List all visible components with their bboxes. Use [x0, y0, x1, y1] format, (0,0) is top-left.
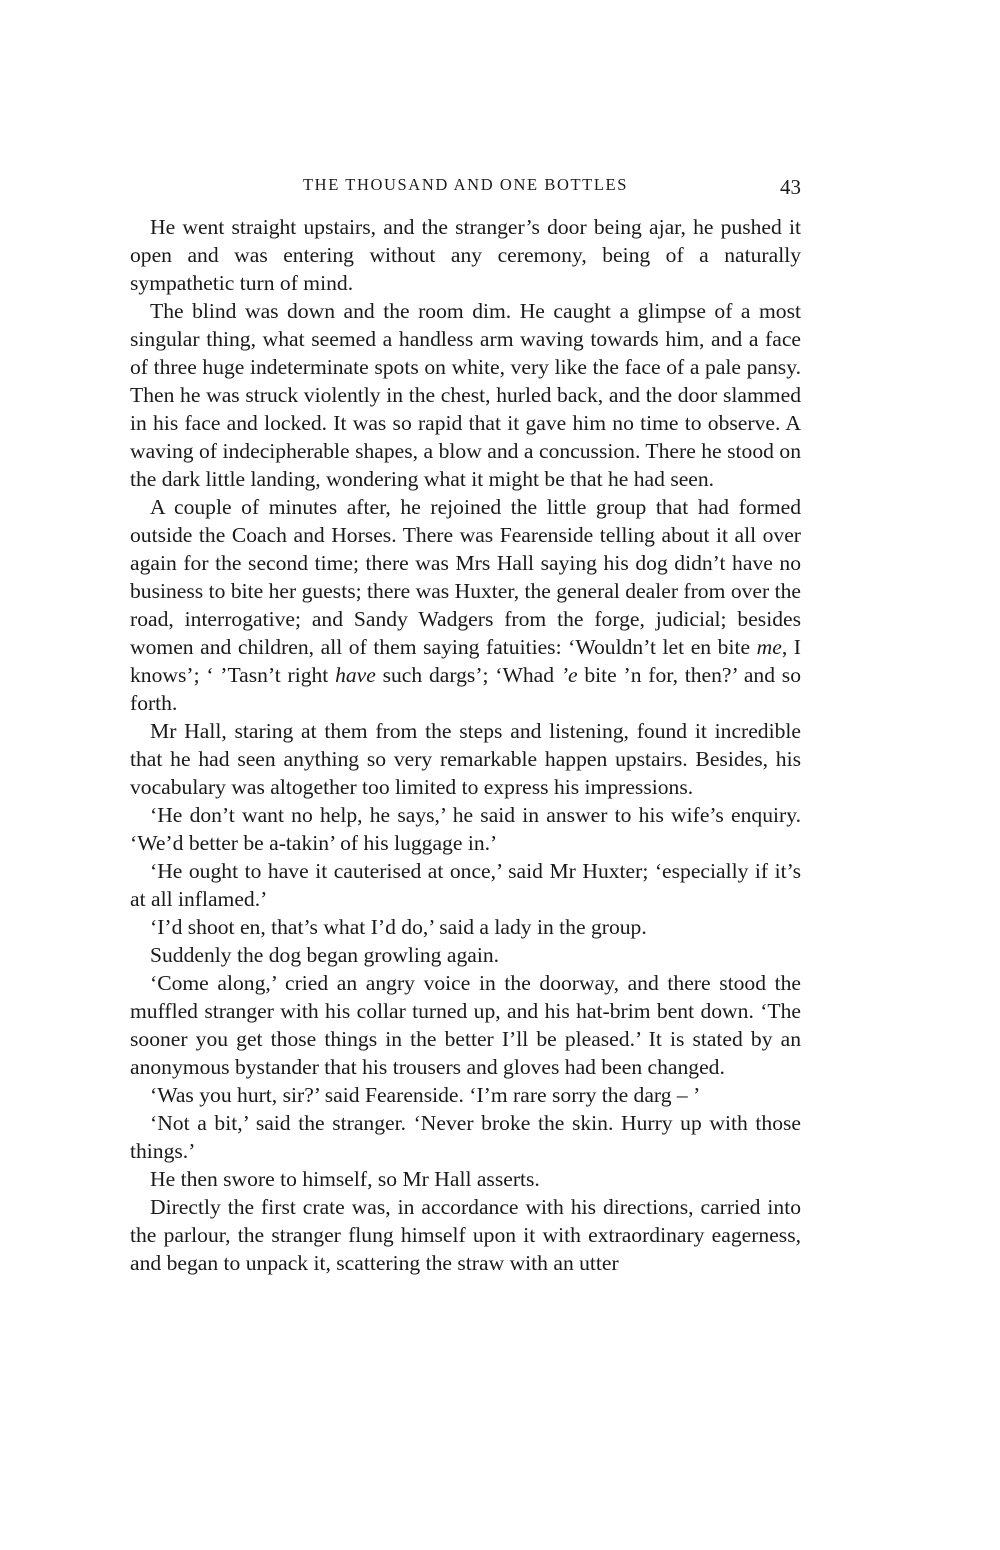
paragraph — [130, 801, 801, 857]
paragraph — [130, 297, 801, 493]
running-title: THE THOUSAND AND ONE BOTTLES — [303, 175, 628, 194]
italic-text: have — [335, 663, 376, 687]
paragraph — [130, 1081, 801, 1109]
page-number: 43 — [780, 175, 801, 199]
paragraph — [130, 213, 801, 297]
paragraph — [130, 717, 801, 801]
text-run: Suddenly the dog began growling again. — [150, 943, 500, 967]
text-run: ‘Was you hurt, sir?’ said Fearenside. ‘I’m rare sorry the darg – ’ — [150, 1083, 701, 1107]
text-run: He went straight upstairs, and the stranger’s door being ajar, he pushed it open and was entering without any ceremony, being of a naturally sympathetic turn of mind. — [130, 215, 801, 295]
paragraph — [130, 493, 801, 717]
italic-text: ’e — [560, 663, 578, 687]
paragraph — [130, 1165, 801, 1193]
paragraph — [130, 857, 801, 913]
paragraph — [130, 1109, 801, 1165]
text-run: Mr Hall, staring at them from the steps and listening, found it incredible that he had seen anything so very remarkable happen upstairs. Besides, his vocabulary was altogether too limited to express his impressions. — [130, 719, 801, 799]
running-head — [130, 175, 801, 201]
text-run: ‘I’d shoot en, that’s what I’d do,’ said a lady in the group. — [150, 915, 647, 939]
text-run: , I knows’; ‘ ’Tasn’t right — [130, 635, 801, 687]
text-run: A couple of minutes after, he rejoined the little group that had formed outside the Coach and Horses. There was Fearenside telling about it all over again for the second time; there was Mrs Hall saying his dog didn’t have no business to bite her guests; there was Huxter, the general dealer from over the road, interrogative; and Sandy Wadgers from the forge, judicial; besides women and children, all of them saying fatuities: ‘Wouldn’t let en bite — [130, 495, 801, 659]
text-run: ‘Not a bit,’ said the stranger. ‘Never broke the skin. Hurry up with those things.’ — [130, 1111, 801, 1163]
text-run: bite ’n for, then?’ and so forth. — [130, 663, 801, 715]
text-run: ‘He ought to have it cauterised at once,’ said Mr Huxter; ‘especially if it’s at all inflamed.’ — [130, 859, 801, 911]
text-run: He then swore to himself, so Mr Hall asserts. — [150, 1167, 540, 1191]
paragraph — [130, 969, 801, 1081]
text-run: Directly the first crate was, in accordance with his directions, carried into the parlour, the stranger flung himself upon it with extraordinary eagerness, and began to unpack it, scattering the straw with an utter — [130, 1195, 801, 1275]
italic-text: me — [756, 635, 782, 659]
paragraph — [130, 1193, 801, 1277]
body-text — [130, 213, 801, 1277]
paragraph — [130, 941, 801, 969]
text-run: ‘Come along,’ cried an angry voice in the doorway, and there stood the muffled stranger with his collar turned up, and his hat-brim bent down. ‘The sooner you get those things in the better I’ll be pleased.’ It is stated by an anonymous bystander that his trousers and gloves had been changed. — [130, 971, 801, 1079]
text-run: The blind was down and the room dim. He caught a glimpse of a most singular thing, what seemed a handless arm waving towards him, and a face of three huge indeterminate spots on white, very like the face of a pale pansy. Then he was struck violently in the chest, hurled back, and the door slammed in his face and locked. It was so rapid that it gave him no time to observe. A waving of indecipherable shapes, a blow and a concussion. There he stood on the dark little landing, wondering what it might be that he had seen. — [130, 299, 801, 491]
paragraph — [130, 913, 801, 941]
text-run: such dargs’; ‘Whad — [375, 663, 561, 687]
book-page — [130, 175, 801, 1277]
text-run: ‘He don’t want no help, he says,’ he said in answer to his wife’s enquiry. ‘We’d better be a-takin’ of his luggage in.’ — [130, 803, 801, 855]
